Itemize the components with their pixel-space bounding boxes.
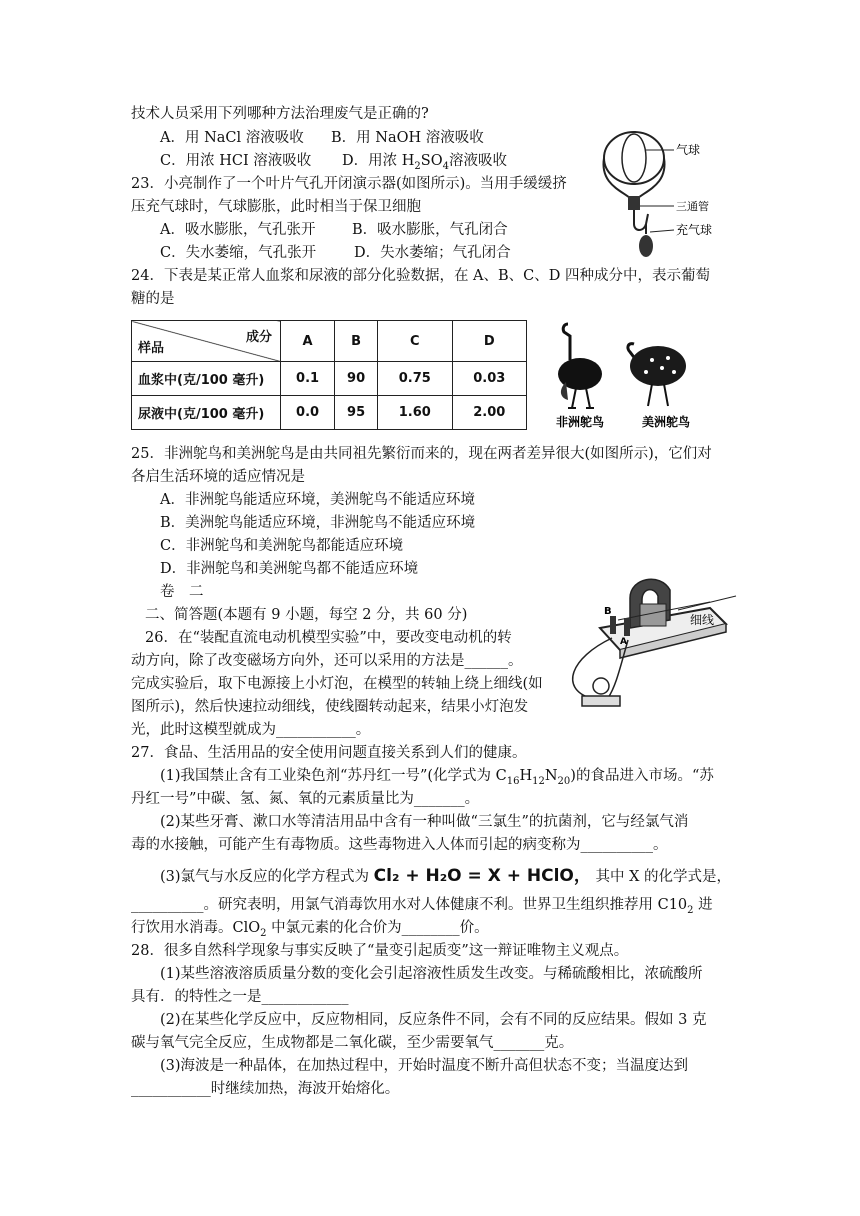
question-24-line2: 糖的是 (131, 291, 175, 307)
tee-pipe-label: 三通管 (676, 200, 709, 213)
question-27-part3-cont2: 行饮用水消毒。ClO$_2$ 中氯元素的化合价为________价。 (131, 920, 489, 939)
option-a: A．非洲鸵鸟能适应环境，美洲鸵鸟不能适应环境 (160, 492, 475, 508)
table-cell: 0.03 (452, 362, 526, 396)
option-a: A．用 NaCl 溶液吸收 (160, 130, 304, 146)
volume-heading: 卷 二 (160, 584, 204, 600)
question-27-part2-cont: 毒的水接触，可能产生有毒物质。这些毒物进入人体而引起的病变称为__________。 (131, 837, 668, 853)
option-b: B．吸水膨胀，气孔闭合 (352, 222, 508, 238)
table-corner-header (132, 321, 281, 362)
question-27-intro: 27．食品、生活用品的安全使用问题直接关系到人们的健康。 (131, 745, 527, 761)
header-component: 成分 (245, 330, 272, 345)
ostrich-figure (548, 320, 720, 432)
lab-data-table (131, 320, 527, 430)
question-27-part3-cont: __________。研究表明，用氯气消毒饮用水对人体健康不利。世界卫生组织推荐用 $C10_2$ 进 (131, 897, 713, 916)
african-ostrich-label: 非洲鸵鸟 (556, 415, 605, 429)
option-d: D．非洲鸵鸟和美洲鸵鸟都不能适应环境 (160, 561, 419, 577)
balloon-label: 气球 (676, 143, 701, 157)
column-header: A (281, 321, 335, 362)
question-23-line1: 23．小亮制作了一个叶片气孔开闭演示器(如图所示)。当用手缓缓挤 (131, 176, 567, 192)
section-heading: 二、简答题(本题有 9 小题，每空 2 分，共 60 分) (145, 607, 468, 623)
column-header: B (335, 321, 378, 362)
chemical-equation: Cl₂ + H₂O = X + HClO， (373, 866, 591, 886)
question-23-line2: 压充气球时，气球膨胀，此时相当于保卫细胞 (131, 199, 421, 215)
option-c: C．用浓 HCI 溶液吸收 (160, 153, 312, 169)
table-row (132, 362, 527, 396)
row-label: 尿液中(克/100 毫升) (132, 396, 281, 430)
question-26-line5: 光，此时这模型就成为___________。 (131, 722, 371, 738)
table-cell: 90 (335, 362, 378, 396)
question-28-part3: (3)海波是一种晶体，在加热过程中，开始时温度不断升高但状态不变；当温度达到 (160, 1058, 689, 1074)
question-text: 技术人员采用下列哪种方法治理废气是正确的? (131, 106, 429, 122)
question-26-line3: 完成实验后，取下电源接上小灯泡，在模型的转轴上绕上细线(如 (131, 676, 543, 692)
table-row (132, 396, 527, 430)
question-24-line1: 24．下表是某正常人血浆和尿液的部分化验数据，在 A、B、C、D 四种成分中，表示葡萄 (131, 268, 711, 284)
question-28-part1-cont: 具有．的特性之一是____________ (131, 989, 349, 1005)
question-28-part1: (1)某些溶液溶质质量分数的变化会引起溶液性质发生改变。与稀硫酸相比，浓硫酸所 (160, 966, 703, 982)
pump-bulb-label: 充气球 (676, 223, 713, 237)
question-28-intro: 28．很多自然科学现象与事实反映了“量变引起质变”这一辩证唯物主义观点。 (131, 943, 629, 959)
question-27-part1-cont: 丹红一号”中碳、氢、氮、氧的元素质量比为_______。 (131, 791, 480, 807)
table-cell: 0.1 (281, 362, 335, 396)
option-c: C．失水萎缩，气孔张开 (160, 245, 317, 261)
thread-label: 细线 (690, 613, 715, 627)
table-cell: 0.75 (378, 362, 452, 396)
row-label: 血浆中(克/100 毫升) (132, 362, 281, 396)
question-27-part1: (1)我国禁止含有工业染色剂“苏丹红一号”(化学式为 $C_{16}H_{12}N_{20}$)的食品进入市场。“苏 (160, 768, 714, 787)
header-sample: 样品 (138, 341, 165, 356)
terminal-b-label: B (604, 606, 612, 617)
motor-model-figure (560, 568, 740, 718)
question-28-part2-cont: 碳与氧气完全反应，生成物都是二氧化碳，至少需要氧气_______克。 (131, 1035, 574, 1051)
question-26-line1: 26．在“装配直流电动机模型实验”中，要改变电动机的转 (145, 630, 512, 646)
question-27-part2: (2)某些牙膏、漱口水等清洁用品中含有一种叫做“三氯生”的抗菌剂，它与经氯气消 (160, 814, 689, 830)
option-b: B．美洲鸵鸟能适应环境，非洲鸵鸟不能适应环境 (160, 515, 476, 531)
table-cell: 1.60 (378, 396, 452, 430)
question-28-part3-cont: ___________时继续加热，海波开始熔化。 (131, 1081, 400, 1097)
american-ostrich-label: 美洲鸵鸟 (642, 415, 691, 429)
column-header: D (452, 321, 526, 362)
table-cell: 2.00 (452, 396, 526, 430)
question-27-part3: (3)氯气与水反应的化学方程式为 Cl₂ + H₂O = X + HClO， 其中 X 的化学式是， (160, 866, 732, 886)
question-28-part2: (2)在某些化学反应中，反应物相同，反应条件不同，会有不同的反应结果。假如 3 克 (160, 1012, 707, 1028)
option-b: B．用 NaOH 溶液吸收 (331, 130, 484, 146)
question-25-line2: 各启生活环境的适应情况是 (131, 469, 305, 485)
option-d: D．用浓 $H_2SO_4$溶液吸收 (342, 153, 507, 172)
terminal-a-label: A (620, 637, 627, 647)
option-d: D．失水萎缩；气孔闭合 (354, 245, 511, 261)
stomata-demonstrator-figure (590, 128, 740, 268)
option-c: C．非洲鸵鸟和美洲鸵鸟都能适应环境 (160, 538, 404, 554)
option-a: A．吸水膨胀，气孔张开 (160, 222, 316, 238)
question-26-line2: 动方向，除了改变磁场方向外，还可以采用的方法是______。 (131, 653, 523, 669)
column-header: C (378, 321, 452, 362)
table-cell: 95 (335, 396, 378, 430)
question-25-line1: 25．非洲鸵鸟和美洲鸵鸟是由共同祖先繁衍而来的，现在两者差异很大(如图所示)，它们对 (131, 446, 712, 462)
question-26-line4: 图所示)，然后快速拉动细线，使线圈转动起来，结果小灯泡发 (131, 699, 529, 715)
table-cell: 0.0 (281, 396, 335, 430)
